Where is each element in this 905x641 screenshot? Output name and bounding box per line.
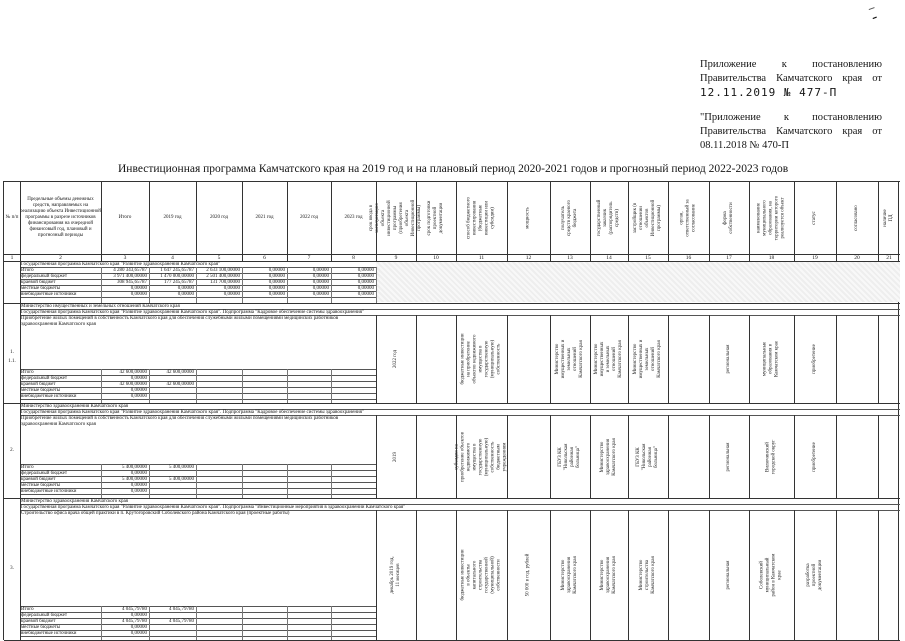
table-column-rule [794,315,795,403]
table-column-rule [456,510,457,640]
table-column-rule [242,181,243,261]
section-program: Государственная программа Камчатского края "Развитие здравоохранения Камчатского края". Подпрограмма "Инвестиционные мероприятия в здравоохранении Камчатского края" [21,504,406,510]
table-column-rule [628,415,629,498]
appendix-line-2: Правительства Камчатского края от [700,126,882,137]
table-rule [20,297,376,298]
appendix-header-current [700,58,882,100]
source-row-value: 0,00000 [130,393,147,399]
column-header-21 [878,183,900,252]
investment-program-table [3,181,899,640]
table-column-rule [749,510,750,640]
developer-text: ГБУЗ КК "Никольская районная больница" [636,443,659,470]
section-number: 1. [10,350,14,355]
totals-row-label: краевой бюджет [21,279,56,285]
commissioning-date [376,317,416,401]
table-column-rule [149,181,150,261]
source-row-label: местные бюджеты [21,624,61,630]
source-row-value: 42 600,00000 [119,369,147,375]
table-column-rule [709,315,710,403]
table-column-rule [507,181,508,261]
table-column-rule [20,403,21,498]
table-column-rule [196,267,197,303]
column-number-13: 13 [567,255,573,261]
column-header-8: 2023 год [344,214,363,220]
source-row-value: 0,00000 [130,387,147,393]
table-column-rule [590,315,591,403]
table-column-rule [709,415,710,498]
developer [628,417,668,496]
table-column-rule [878,415,879,498]
section-object-name: Приобретение жилых помещений в собственность Камчатского края для обеспечения служебными жилыми помещениями медицинских работников здравоохранения Камчатского края [21,416,339,427]
table-column-rule [331,181,332,261]
column-header-18 [749,183,794,252]
table-column-rule [550,181,551,261]
table-column-rule [794,510,795,640]
table-column-rule [590,510,591,640]
budget-recipient-text: Министерство имущественных и земельных отношений Камчатского края [555,339,584,379]
source-row-label: внебюджетные источники [21,488,77,494]
section-ministry: Министерство здравоохранения Камчатского края [21,498,128,504]
column-header-text: мощность [525,206,531,229]
column-header-9 [369,183,422,252]
source-row-label: местные бюджеты [21,387,61,393]
table-column-rule [749,415,750,498]
column-header-text: наименование муниципального образования, на территории которого реализуется объект [756,195,786,240]
table-column-rule [196,464,197,498]
section-object-name: Строительство офиса врача общей практики в п. Крутогоровский Соболевского района Камчатского края (проектные работы) [21,511,290,516]
column-number-12: 12 [525,255,532,261]
column-number-21: 21 [886,255,892,261]
table-column-rule [416,510,417,640]
table-column-rule [287,606,288,640]
totals-row-value: 0,00000 [312,267,329,273]
totals-row-value: 0,00000 [357,291,374,297]
source-row-label: внебюджетные источники [21,393,77,399]
municipality [749,317,794,401]
table-column-rule [331,464,332,498]
table-column-rule [878,315,879,403]
column-number-4: 4 [171,255,174,261]
totals-row-value: 2 633 100,00000 [206,267,240,273]
source-row-value: 4 045,79780 [169,618,194,624]
column-number-2: 2 [59,255,62,261]
column-header-text: согласовано [854,204,859,231]
column-header-text: способ бюджетного инвестирования (бюджетные инвестиции или субсидии) [466,196,496,239]
table-column-rule [628,315,629,403]
column-number-18: 18 [768,255,775,261]
corner-mark: - [869,8,880,27]
totals-row-value: 0,00000 [312,273,329,279]
commissioning-date [376,417,416,496]
column-number-17: 17 [726,255,732,261]
source-row-label: федеральный бюджет [21,612,68,618]
table-column-rule [196,606,197,640]
totals-row-value: 1 470 000,00000 [160,273,194,279]
section-program: Государственная программа Камчатского края "Развитие здравоохранения Камчатского края". Подпрограмма "Кадровое обеспечение системы здравоохранения" [21,409,365,415]
section-ministry: Министерство имущественных и земельных отношений Камчатского края [21,303,180,309]
table-column-rule [416,315,417,403]
table-column-rule [20,303,21,403]
table-column-rule [836,510,837,640]
source-row-label: Итого [21,369,34,375]
table-column-rule [376,181,377,261]
table-column-rule [149,606,150,640]
source-row-value: 0,00000 [130,630,147,636]
ownership-form-text: региональная [726,442,731,471]
table-column-rule [242,267,243,303]
column-number-8: 8 [352,255,355,261]
column-header-1: № п/п [5,214,19,220]
source-row-label: краевой бюджет [21,381,56,387]
table-column-rule [416,181,417,261]
object-status [794,417,836,496]
municipality [749,417,794,496]
table-column-rule [668,181,669,261]
municipality-text: муниципальные образования в Камчатском крае [762,340,780,378]
appendix-date: 08.11.2018 № 470-П [700,140,789,151]
totals-row-value: 2 501 400,00000 [206,273,240,279]
table-column-rule [149,369,150,403]
totals-row-value: 0,00000 [357,267,374,273]
source-row-label: Итого [21,606,34,612]
source-row-value: 4 045,79780 [122,606,147,612]
table-column-rule [709,510,710,640]
totals-row-value: 0,00000 [268,291,285,297]
table-column-rule [287,369,288,403]
table-column-rule [878,510,879,640]
totals-row-value: 177 245,65787 [164,279,194,285]
capacity [507,512,550,638]
table-rule [20,636,376,637]
table-column-rule [101,464,102,498]
column-number-1: 1 [10,255,14,261]
column-header-11 [456,183,507,252]
developer-text: Министерство строительства Камчатского края [639,556,656,594]
column-header-12 [507,183,550,252]
object-status [794,512,836,638]
investment-method-text: субсидия на приобретение объектов недвижимого имущества в государственную (муниципальную) собственность бюджетным учреждениям [454,431,508,482]
source-row-label: федеральный бюджет [21,470,68,476]
totals-row-value: 131 700,00000 [210,279,240,285]
column-header-19 [794,183,836,252]
table-column-rule [668,510,669,640]
investment-method [456,317,507,401]
totals-row-value: 0,00000 [312,291,329,297]
column-number-14: 14 [606,255,612,261]
state-customer-text: Министерство здравоохранения Камчатского края [600,556,617,594]
column-number-9: 9 [394,255,398,261]
totals-row-label: Итого [21,267,34,273]
commissioning-date-text: 2019 [393,451,398,462]
totals-row-value: 0,00000 [312,285,329,291]
column-header-2: Предельные объемы денежных средств, направляемых на реализацию объекта Инвестиционной программы в разрезе источников финансирования на очередной финансовый год, плановый и прогнозный периоды [20,196,101,238]
table-column-rule [550,510,551,640]
column-number-5: 5 [217,255,221,261]
source-row-value: 0,00000 [130,612,147,618]
column-number-20: 20 [854,255,860,261]
column-header-5: 2020 год [209,214,229,220]
table-column-rule [196,369,197,403]
investment-method-text: бюджетные инвестиции на приобретение объектов недвижимого имущества в государственную (муниципальную) собственность [460,333,502,385]
table-column-rule [794,415,795,498]
table-column-rule [836,181,837,261]
investment-method [456,512,507,638]
appendix-line-2: Правительства Камчатского края от [700,73,882,84]
state-customer [590,512,628,638]
column-header-text: получатель средств краевого бюджета [561,199,578,236]
source-row-label: краевой бюджет [21,618,56,624]
ownership-form [709,417,749,496]
totals-row-value: 0,00000 [268,285,285,291]
column-header-3: Итого [118,214,132,220]
table-column-rule [550,415,551,498]
table-column-rule [242,606,243,640]
table-column-rule [20,261,21,303]
totals-row-value: 0,00000 [130,285,147,291]
table-column-rule [101,606,102,640]
table-column-rule [590,415,591,498]
table-column-rule [628,181,629,261]
source-row-label: федеральный бюджет [21,375,68,381]
section-number: 3. [10,566,14,571]
table-column-rule [331,369,332,403]
source-row-value: 4 045,79780 [122,618,147,624]
column-header-20 [836,183,878,252]
source-row-value: 4 045,79780 [169,606,194,612]
source-row-value: 0,00000 [130,375,147,381]
table-column-rule [20,498,21,640]
source-row-value: 5 400,00000 [169,464,194,470]
source-row-label: Итого [21,464,34,470]
column-header-16 [668,183,709,252]
appendix-date-handwritten: 12.11.2019 № 477-П [700,86,838,99]
table-column-rule [376,415,377,498]
column-header-text: статус [812,210,817,225]
table-column-rule [149,267,150,303]
totals-row-value: 0,00000 [177,291,194,297]
developer [628,317,668,401]
column-header-4: 2019 год [163,214,182,220]
table-column-rule [101,267,102,303]
commissioning-date-text: 2022 год [393,349,398,369]
table-column-rule [507,415,508,498]
totals-row-label: местные бюджеты [21,285,61,291]
table-column-rule [456,181,457,261]
totals-row-value: 3 971 400,00000 [113,273,147,279]
table-column-rule [668,315,669,403]
column-number-19: 19 [812,255,818,261]
ownership-form [709,512,749,638]
section-sub-number: 1.1. [8,359,16,364]
table-column-rule [196,181,197,261]
budget-recipient [550,317,590,401]
source-row-value: 5 400,00000 [122,476,147,482]
column-header-text: наличие ПД [883,208,894,227]
budget-recipient [550,417,590,496]
state-customer [590,317,628,401]
section-ministry: Министерство здравоохранения Камчатского края [21,403,128,409]
source-row-value: 42 600,00000 [119,381,147,387]
table-rule [20,399,376,400]
municipality-text: Вилючинский городской округ [765,439,777,474]
table-column-rule [331,267,332,303]
totals-row-value: 0,00000 [268,267,285,273]
ownership-form-text: региональная [726,560,731,590]
budget-recipient [550,512,590,638]
table-column-rule [836,315,837,403]
totals-row-value: 0,00000 [223,285,240,291]
table-column-rule [101,181,102,261]
table-column-rule [287,267,288,303]
state-customer-text: Министерство имущественных и земельных отношений Камчатского края [594,340,623,378]
totals-row-value: 0,00000 [357,285,374,291]
column-header-7: 2022 год [299,214,319,220]
table-column-rule [242,369,243,403]
table-column-rule [794,181,795,261]
totals-row-label: федеральный бюджет [21,273,68,279]
object-status-text: приобретение [812,441,817,472]
municipality [749,512,794,638]
table-column-rule [242,464,243,498]
table-column-rule [376,510,377,640]
column-header-text: форма собственности [723,201,734,234]
totals-row-value: 1 647 245,65787 [160,267,194,273]
table-column-rule [668,415,669,498]
appendix-header-prior [700,111,882,153]
developer-text: Министерство имущественных и земельных отношений Камчатского края [633,339,662,379]
object-status-text: разработка проектной документации [806,559,823,591]
table-column-rule [749,315,750,403]
column-header-17 [709,183,749,252]
source-row-value: 0,00000 [130,624,147,630]
column-header-text: орган, ответственный за согласование [679,198,697,237]
table-column-rule [878,181,879,261]
totals-row-label: внебюджетные источники [21,291,77,297]
table-column-rule [416,415,417,498]
investment-method [456,417,507,496]
totals-row-value: 0,00000 [268,279,285,285]
object-status [794,317,836,401]
column-header-text: срок подготовки проектной документации [427,200,444,235]
appendix-line-1: "Приложение к постановлению [700,112,882,123]
capacity-text: 50 000 в год, рублей [525,553,531,597]
column-header-6: 2021 год [255,214,274,220]
table-column-rule [456,315,457,403]
developer [628,512,668,638]
totals-row-value: 0,00000 [357,273,374,279]
column-number-10: 10 [433,255,439,261]
source-row-label: краевой бюджет [21,476,56,482]
section-object-name: Приобретение жилых помещений в собственность Камчатского края для обеспечения служебными жилыми помещениями медицинских работников здравоохранения Камчатского края [21,316,339,327]
ownership-form-text: региональная [726,344,731,374]
source-row-value: 42 600,00000 [166,369,194,375]
totals-row-value: 0,00000 [312,279,329,285]
table-column-rule [101,369,102,403]
totals-row-value: 0,00000 [177,285,194,291]
source-row-value: 0,00000 [130,470,147,476]
totals-shaded-area [376,262,900,302]
table-column-rule [836,415,837,498]
table-column-rule [331,606,332,640]
source-row-label: внебюджетные источники [21,630,77,636]
table-column-rule [456,415,457,498]
table-rule [4,181,900,182]
municipality-text: Соболевский муниципальный район в Камчатском крае [759,553,783,597]
table-column-rule [287,181,288,261]
totals-program-title: Государственная программа Камчатского края "Развитие здравоохранения Камчатского края" [21,261,221,267]
budget-recipient-text: Министерство здравоохранения Камчатского края [561,556,578,594]
table-column-rule [590,181,591,261]
source-row-value: 0,00000 [130,482,147,488]
column-header-15 [628,183,668,252]
table-column-rule [709,181,710,261]
column-header-text: застройщик (в отношении объектов Инвестиционной программы) [633,199,662,236]
column-header-14 [590,183,628,252]
table-column-rule [20,181,21,261]
table-column-rule [149,464,150,498]
source-row-value: 5 400,00000 [169,476,194,482]
totals-row-value: 4 280 343,65787 [113,267,147,273]
column-number-6: 6 [263,255,266,261]
commissioning-date-text: декабрь 2019 год, 11 месяцев [390,556,401,594]
table-column-rule [749,181,750,261]
budget-recipient-text: ГБУЗ КК "Никольская районная больница" [558,443,581,470]
appendix-line-1: Приложение к постановлению [700,59,882,70]
section-program: Государственная программа Камчатского края "Развитие здравоохранения Камчатского края". Подпрограмма "Кадровое обеспечение системы здравоохранения" [21,309,365,315]
totals-row-value: 0,00000 [223,291,240,297]
table-column-rule [507,510,508,640]
totals-row-value: 0,00000 [268,273,285,279]
section-number: 2. [10,447,14,453]
table-column-rule [376,267,377,303]
source-row-value: 42 600,00000 [166,381,194,387]
column-header-13 [550,183,590,252]
investment-method-text: бюджетные инвестиции в объекты капитального строительства государственной (муниципальной) собственности [460,549,502,601]
table-column-rule [550,315,551,403]
table-column-rule [376,315,377,403]
totals-row-value: 0,00000 [357,279,374,285]
document-title: Инвестиционная программа Камчатского края на 2019 год и на плановый период 2020-2021 годов и прогнозный период 2022-2023 годов [118,163,789,175]
table-column-rule [507,315,508,403]
totals-row-value: 308 945,65787 [117,279,147,285]
column-number-3: 3 [123,255,127,261]
table-column-rule [287,464,288,498]
source-row-value: 0,00000 [130,488,147,494]
column-number-11: 11 [478,255,485,261]
object-status-text: приобретение [812,344,817,374]
source-row-label: местные бюджеты [21,482,61,488]
column-number-15: 15 [645,255,651,261]
table-column-rule [628,510,629,640]
ownership-form [709,317,749,401]
column-number-7: 7 [307,255,311,261]
column-number-16: 16 [685,255,692,261]
state-customer [590,417,628,496]
column-header-10 [416,183,456,252]
state-customer-text: Министерство здравоохранения Камчатского края [600,437,617,476]
source-row-value: 5 400,00000 [122,464,147,470]
commissioning-date [376,512,416,638]
column-header-text: государственный заказчик (распорядитель средств) [597,199,620,236]
table-rule [20,494,376,495]
column-header-text: срок ввода в эксплуатацию объекта инвестиционной программы (приобретения объекта Инвестиционной программы) [369,199,422,236]
totals-row-value: 0,00000 [130,291,147,297]
